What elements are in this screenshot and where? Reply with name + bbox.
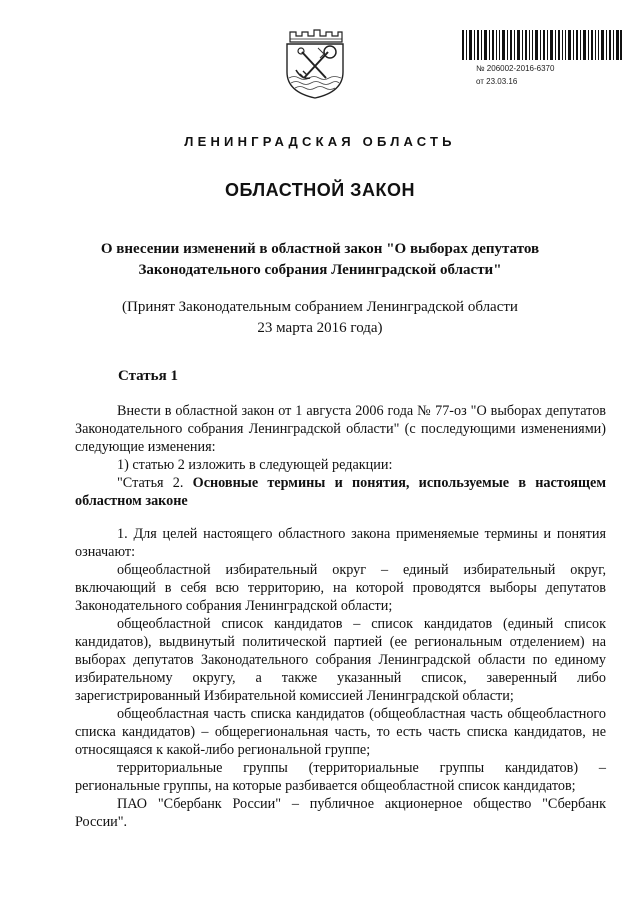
law-title-line-2: Законодательного собрания Ленинградской области" — [138, 262, 502, 278]
document-type-heading: ОБЛАСТНОЙ ЗАКОН — [225, 180, 415, 200]
law-title-line-1: О внесении изменений в областной закон "О выборах депутатов — [100, 241, 540, 257]
article-heading: Статья 1 — [118, 368, 178, 384]
region-title: ЛЕНИНГРАДСКАЯ ОБЛАСТЬ — [184, 134, 456, 149]
adoption-note — [70, 297, 570, 339]
registration-number: № 206002-2016-6370 — [476, 64, 555, 73]
paragraph-article-2-heading — [75, 474, 606, 510]
coat-of-arms-emblem — [280, 28, 350, 100]
article-2-prefix: "Статья 2. — [117, 475, 193, 491]
paragraph-term-territorial-groups: территориальные группы (территориальные группы кандидатов) – региональные группы, на которые разбивается общеобластной список кандидатов; — [75, 760, 606, 794]
paragraph-amendment-intro: Внести в областной закон от 1 августа 2006 года № 77-оз "О выборах депутатов Законодательного собрания Ленинградской области" (с последующими изменениями) следующие изменения: — [75, 403, 606, 455]
document-body — [75, 402, 606, 831]
paragraph-terms-intro: 1. Для целей настоящего областного закона применяемые термины и понятия означают: — [75, 526, 606, 560]
paragraph-item-1: 1) статью 2 изложить в следующей редакции: — [117, 457, 393, 473]
adoption-note-line-1: (Принят Законодательным собранием Ленинградской области — [122, 299, 518, 315]
paragraph-term-district: общеобластной избирательный округ – единый избирательный округ, включающий в себя всю территорию, на которой проводятся выборы депутатов Законодательного собрания Ленинградской области; — [75, 562, 606, 614]
law-title — [90, 239, 550, 281]
registration-date: от 23.03.16 — [476, 77, 518, 86]
paragraph-term-list: общеобластной список кандидатов – список кандидатов (единый список кандидатов), выдвинутый политической партией (ее региональным отделением) на выборах депутатов Законодательного собрания Ленинградской области по единому избирательному округу, а также указанный список, заверенный либо зарегистрированный Избирательной комиссией Ленинградской области; — [75, 616, 606, 704]
paragraph-term-list-part: общеобластная часть списка кандидатов (общеобластная часть общеобластного списка кандидатов) – общерегиональная часть, то есть часть списка кандидатов, не относящаяся к какой-либо региональной группе; — [75, 706, 606, 758]
registration-info — [476, 62, 554, 88]
article-2-title: Основные термины и понятия, используемые в настоящем областном законе — [75, 475, 606, 509]
barcode-image — [462, 30, 622, 60]
paragraph-term-sberbank: ПАО "Сбербанк России" – публичное акционерное общество "Сбербанк России". — [75, 796, 606, 830]
adoption-note-line-2: 23 марта 2016 года) — [257, 320, 383, 336]
